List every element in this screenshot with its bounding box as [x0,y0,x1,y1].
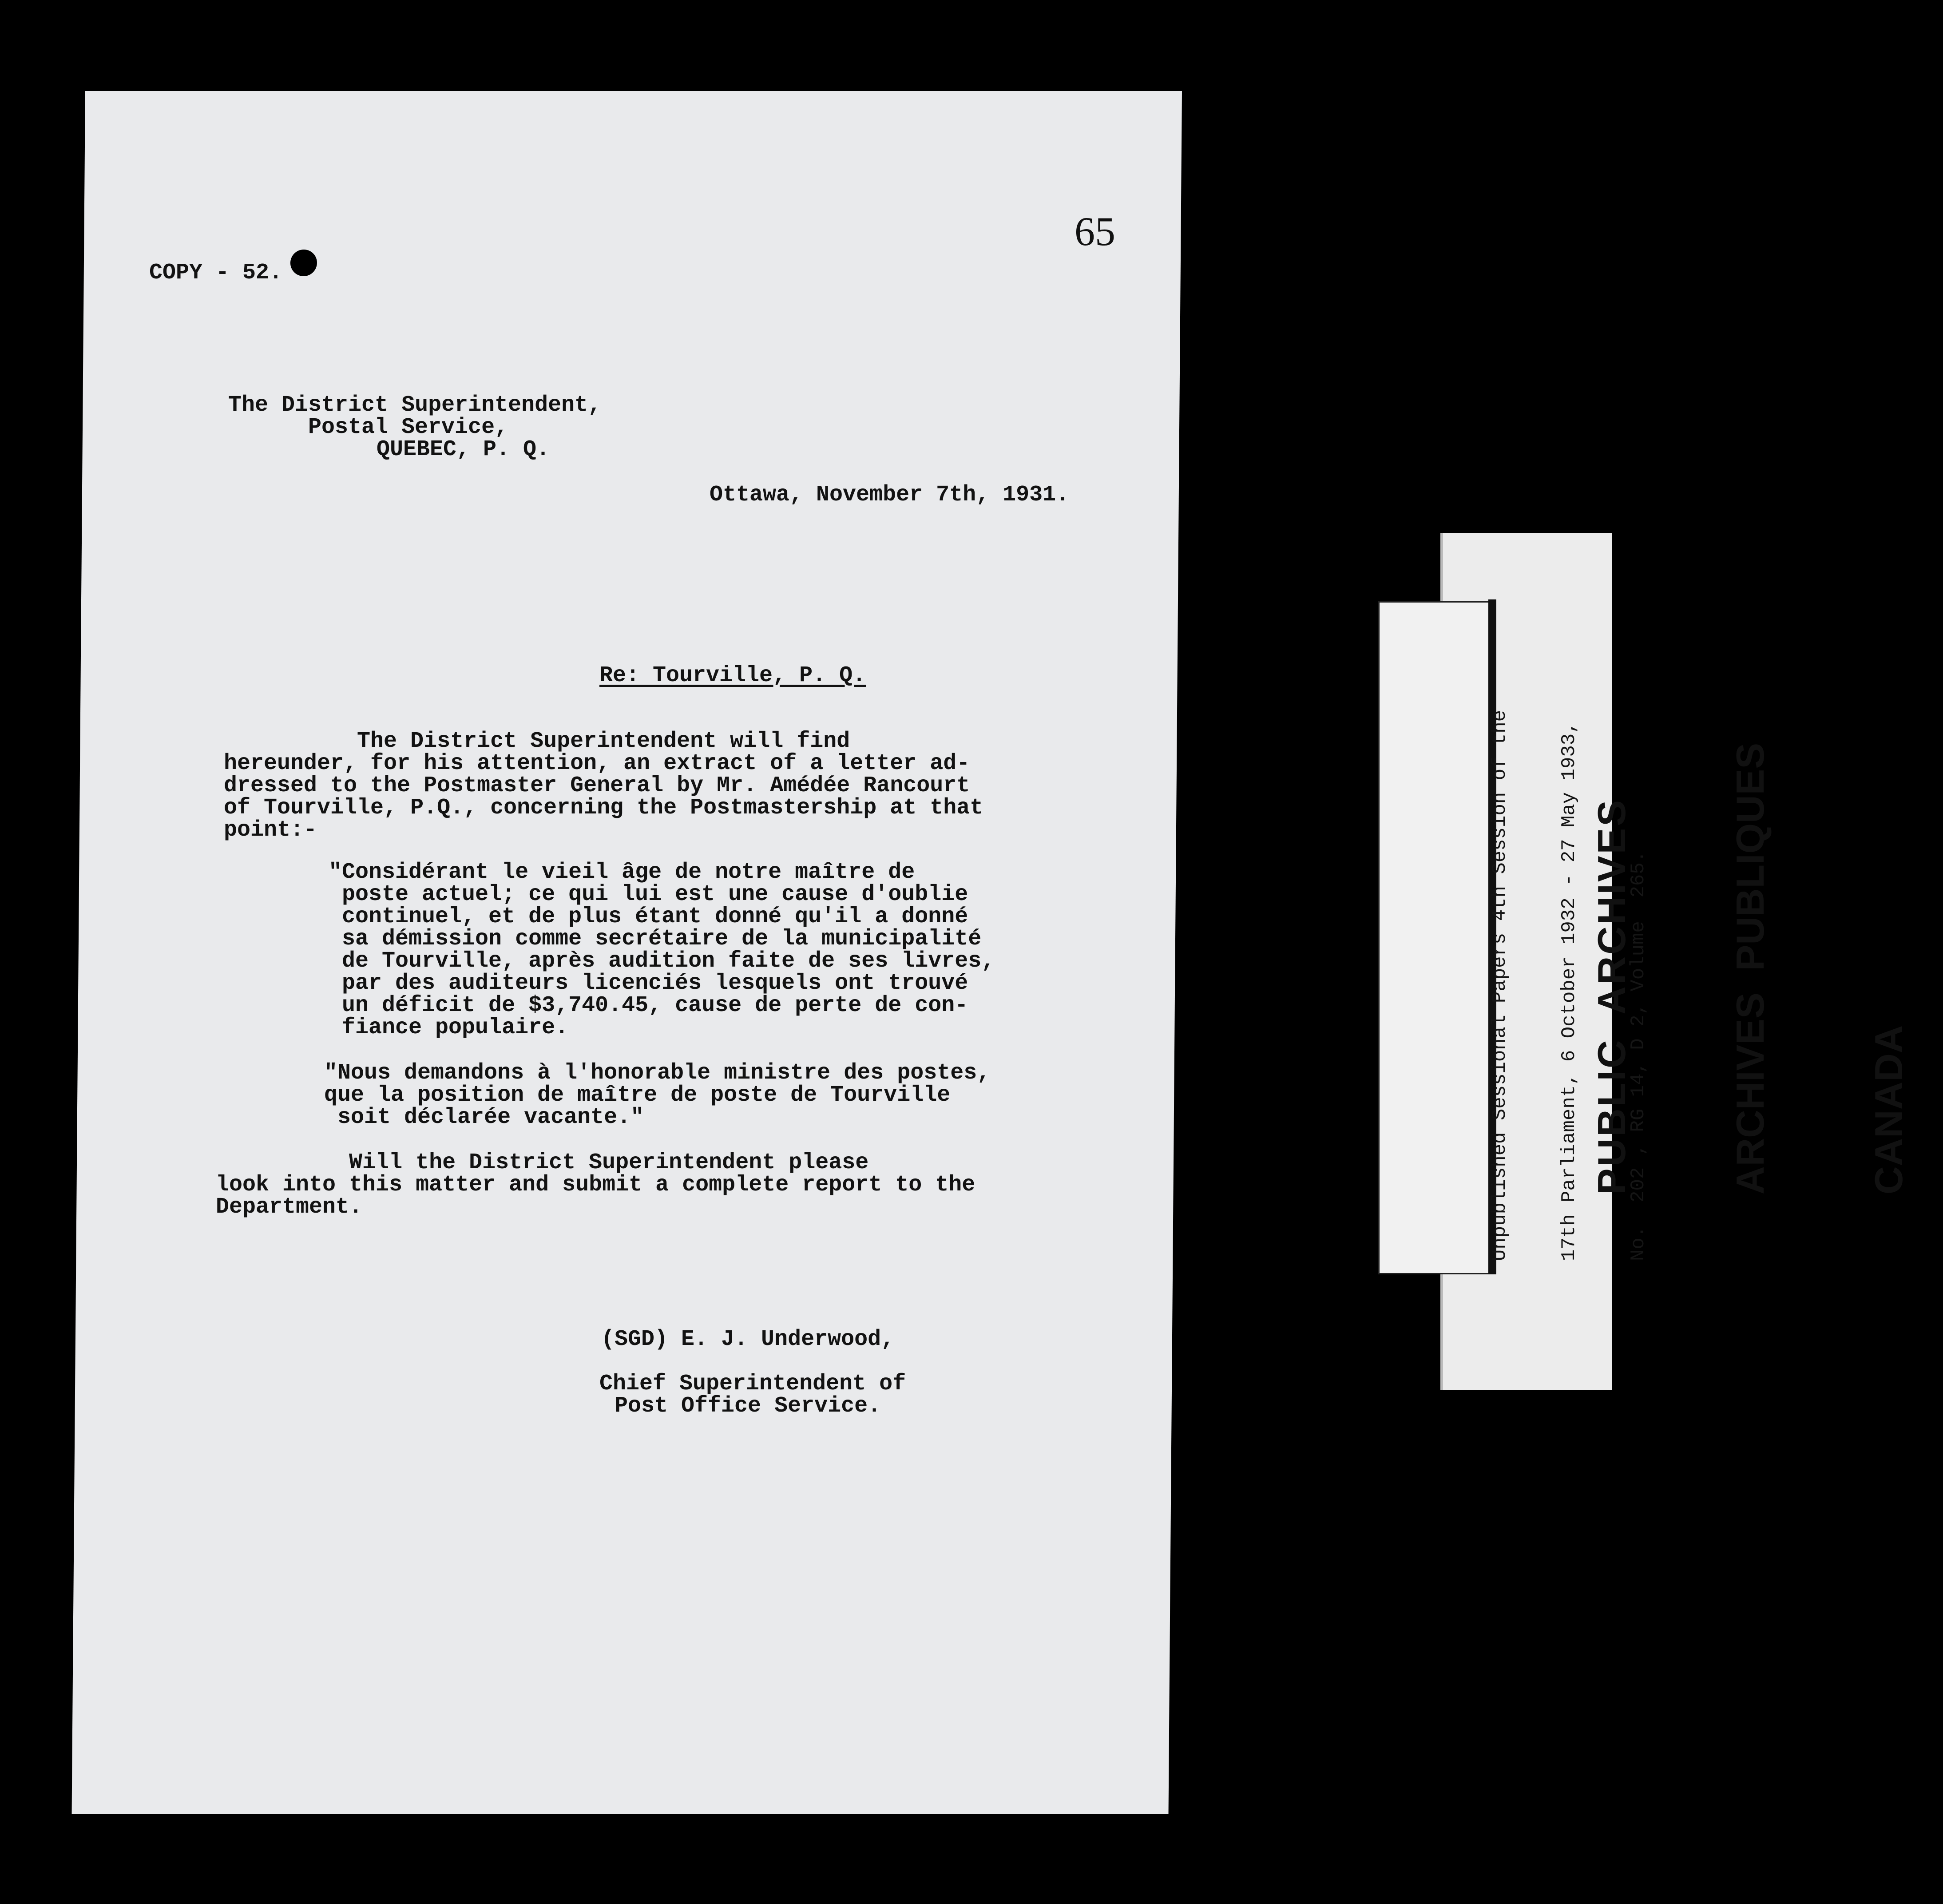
signature-title-1: Chief Superintendent of [599,1371,906,1396]
page-number: 65 [1075,209,1115,254]
copy-label: COPY - 52. [149,260,283,286]
subject-line: Re: Tourville, P. Q. [599,663,866,688]
source-line-3: No. 202 , RG 14, D 2, Volume 265. [1627,850,1650,1261]
signature-title-2: Post Office Service. [615,1393,881,1419]
archive-stamp-text [1496,743,1943,1194]
stamp-line-1: PUBLIC ARCHIVES [1590,798,1634,1194]
signature: (SGD) E. J. Underwood, [601,1327,895,1352]
source-line-1: Unpublished Sessional Papers 4th Session of the [1489,710,1511,1261]
recipient-service: Postal Service, [308,415,508,440]
source-line-2: 17th Parliament, 6 October 1932 - 27 May 1933, [1558,722,1580,1261]
recipient-name: The District Superintendent, [228,393,602,418]
letter-date: Ottawa, November 7th, 1931. [710,482,1070,508]
punch-hole [290,250,317,276]
closing-paragraph: Will the District Superintendent please look into this matter and submit a complete report to the Department. [216,1150,975,1220]
body-paragraph: The District Superintendent will find hereunder, for his attention, an extract of a letter ad- dressed to the Postmaster General by Mr. Amédée Rancourt of Tourville, P.Q., concerning the Postmastership at that point:- [224,729,983,843]
stamp-line-2: ARCHIVES PUBLIQUES [1728,742,1772,1194]
stamp-line-3: CANADA [1867,1025,1911,1194]
recipient-location: QUEBEC, P. Q. [377,437,550,462]
quoted-extract-2: "Nous demandons à l'honorable ministre des postes, que la position de maître de poste de Tourville soit déclarée vacante." [324,1060,991,1130]
quoted-extract-1: "Considérant le vieil âge de notre maître de poste actuel; ce qui lui est une cause d'oublie continuel, et de plus étant donné qu'il a donné sa démission comme secrétaire de la municipalité de Tourville, après audition faite de ses livres, par des auditeurs licenciés lesquels ont trouvé un déficit de $3,740.45, cause de perte de con- fiance populaire. [329,860,995,1040]
